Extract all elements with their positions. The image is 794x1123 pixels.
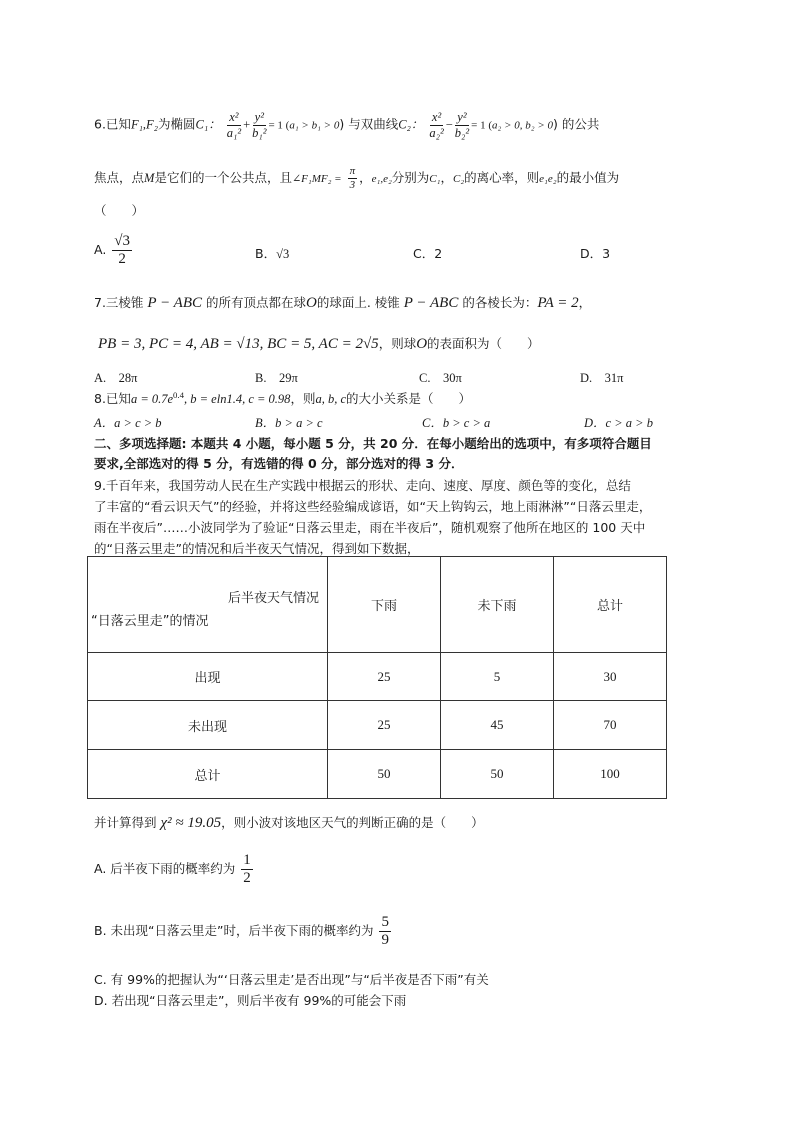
num: 5 xyxy=(381,914,389,930)
t: 的所有顶点都在球 xyxy=(205,295,306,310)
e1e2: e₁e₂ xyxy=(539,173,557,185)
table-cell: 100 xyxy=(554,750,667,799)
ellipse-c1: C₁： xyxy=(195,117,221,132)
q9-after-table xyxy=(94,813,484,832)
t: ，则 xyxy=(290,391,316,406)
hyperbola-c2: C₂： xyxy=(398,117,424,132)
minus-sign: − xyxy=(445,117,453,132)
q8-line1 xyxy=(94,389,471,407)
num: x² xyxy=(431,110,442,124)
num: y² xyxy=(254,110,264,124)
contingency-table xyxy=(87,556,667,799)
eq2: = 1 ( xyxy=(471,119,492,132)
den: a₂² xyxy=(429,125,444,140)
c2: C₂ xyxy=(452,173,465,185)
corner-top-label: 后半夜天气情况 xyxy=(227,591,319,606)
num: π xyxy=(349,165,356,177)
eq1: = 1 ( xyxy=(268,119,290,132)
frac-y2-b1 xyxy=(252,111,266,139)
frac-x2-a2 xyxy=(429,111,443,139)
frac-y2-b2 xyxy=(455,111,469,139)
q6-option-c: C．2 xyxy=(413,246,443,261)
num: y² xyxy=(457,110,467,124)
chi-square: χ² ≈ 19.05 xyxy=(160,815,222,831)
den: b₂² xyxy=(454,125,470,140)
t: 的表面积为（ ） xyxy=(427,336,540,351)
t: 分别为 xyxy=(391,170,430,185)
q8-option-c: C．b > c > a xyxy=(422,416,491,430)
q6-line2 xyxy=(94,166,619,191)
q9-line2: 了丰富的“看云识天气”的经验，并将这些经验编成谚语，如“天上钩钩云，地上雨淋淋”“日落云里走， xyxy=(94,499,652,514)
pa: PA = 2 xyxy=(537,295,579,311)
table-corner-cell xyxy=(88,557,328,653)
num: x² xyxy=(229,110,239,124)
cond1: a₁ > b₁ > 0 xyxy=(289,119,340,132)
pabc: P − ABC xyxy=(403,295,459,311)
exp: 0.4 xyxy=(173,389,184,400)
t: 的最小值为 xyxy=(556,170,620,185)
sphere-o: O xyxy=(306,295,317,311)
q9-line4: 的“日落云里走”的情况和后半夜天气情况，得到如下数据， xyxy=(94,541,420,556)
num: 1 xyxy=(243,852,251,868)
table-row xyxy=(88,750,667,799)
section2-line1: 二、多项选择题: 本题共 4 小题，每小题 5 分，共 20 分．在每小题给出的选项中，有多项符合题目 xyxy=(94,436,652,451)
q6-option-b xyxy=(255,244,289,262)
angle: ∠F₁MF₂ = xyxy=(291,173,342,185)
q9-option-b xyxy=(94,915,393,948)
den: 2 xyxy=(118,251,126,267)
point-m: M xyxy=(144,171,155,185)
plus-sign: + xyxy=(243,117,251,132)
header-total: 总计 xyxy=(554,557,667,653)
pabc: P − ABC xyxy=(147,295,202,311)
table-cell: 5 xyxy=(441,653,554,701)
opt-text: B. 未出现“日落云里走”时，后半夜下雨的概率约为 xyxy=(94,923,374,938)
expr-bc: , b = eln1.4, c = 0.98 xyxy=(183,392,291,406)
table-cell: 45 xyxy=(441,701,554,750)
q7-option-d: D. 31π xyxy=(580,371,624,385)
section2-line2: 要求,全部选对的得 5 分，有选错的得 0 分，部分选对的得 3 分． xyxy=(94,456,464,471)
t: 是它们的一个公共点，且 xyxy=(154,170,292,185)
row-label: 出现 xyxy=(88,653,328,701)
expr-a: a = 0.7e xyxy=(130,392,174,406)
t: 的离心率，则 xyxy=(464,170,540,185)
t: ， xyxy=(359,170,372,185)
q6-prefix: 6.已知 xyxy=(94,116,131,132)
num: √3 xyxy=(114,233,131,249)
q9-option-a xyxy=(94,853,255,886)
q9-line3: 雨在半夜后”……小波同学为了验证“日落云里走，雨在半夜后”，随机观察了他所在地区的 100 天中 xyxy=(94,520,646,535)
den: a₁² xyxy=(226,125,242,140)
c1: C₁ xyxy=(429,173,441,185)
t: 焦点，点 xyxy=(94,170,145,185)
t: 的球面上. 棱锥 xyxy=(316,295,400,310)
sphere-o: O xyxy=(416,336,428,352)
table-cell: 25 xyxy=(328,653,441,701)
t: ，则小波对该地区天气的判断正确的是（ ） xyxy=(221,815,484,830)
opt-val: √3 xyxy=(276,247,290,261)
den: b₁² xyxy=(252,125,267,140)
table-cell: 50 xyxy=(441,750,554,799)
q6-line1 xyxy=(94,111,599,139)
header-no-rain: 未下雨 xyxy=(441,557,554,653)
frac-x2-a1 xyxy=(227,111,241,139)
q6-blank: （ ） xyxy=(94,203,145,218)
frac-sqrt3-2 xyxy=(112,234,132,267)
table-header-row xyxy=(88,557,667,653)
t: 8.已知 xyxy=(94,391,131,406)
opt-text: A. 后半夜下雨的概率约为 xyxy=(94,861,236,876)
table-row xyxy=(88,701,667,750)
t: 并计算得到 xyxy=(94,815,157,830)
table-cell: 30 xyxy=(554,653,667,701)
t: ， xyxy=(578,295,592,310)
abc: a, b, c xyxy=(315,392,347,406)
q6-mid: ) 与双曲线 xyxy=(339,116,399,132)
corner-bottom-label: “日落云里走”的情况 xyxy=(91,614,209,629)
t: 7.三棱锥 xyxy=(94,295,144,310)
q6-text: 为椭圆 xyxy=(158,116,196,132)
t: 的各棱长为： xyxy=(462,295,538,310)
den: 9 xyxy=(381,932,389,948)
e12: e₁,e₂ xyxy=(371,173,392,185)
q7-line1 xyxy=(94,293,591,312)
q7-line2 xyxy=(98,334,540,353)
q8-option-d: D．c > a > b xyxy=(584,416,653,430)
table-row xyxy=(88,653,667,701)
q9-line1: 9.千百年来，我国劳动人民在生产实践中根据云的形状、走向、速度、厚度、颜色等的变化，总结 xyxy=(94,478,631,493)
q6-tail: ) 的公共 xyxy=(553,116,600,132)
den: 2 xyxy=(243,870,251,886)
frac-1-2 xyxy=(241,853,253,886)
q7-option-b: B. 29π xyxy=(255,371,298,385)
row-label: 未出现 xyxy=(88,701,328,750)
table-cell: 70 xyxy=(554,701,667,750)
table-cell: 50 xyxy=(328,750,441,799)
den: 3 xyxy=(349,179,356,191)
q8-option-a: A．a > c > b xyxy=(94,416,162,430)
table-cell: 25 xyxy=(328,701,441,750)
opt-label: B． xyxy=(255,246,277,261)
opt-label: A. xyxy=(94,242,107,257)
frac-pi-3 xyxy=(348,166,358,191)
q7-option-c: C. 30π xyxy=(419,371,462,385)
cond2: a₂ > 0, b₂ > 0 xyxy=(492,119,553,132)
q9-option-c: C. 有 99%的把握认为“‘日落云里走’是否出现”与“后半夜是否下雨”有关 xyxy=(94,972,489,987)
q7-option-a: A. 28π xyxy=(94,371,138,385)
header-rain: 下雨 xyxy=(328,557,441,653)
q6-option-d: D．3 xyxy=(580,246,611,261)
t: ，则球 xyxy=(378,336,417,351)
t: ， xyxy=(440,170,453,185)
row-label: 总计 xyxy=(88,750,328,799)
edge-lengths: PB = 3, PC = 4, AB = √13, BC = 5, AC = 2√5 xyxy=(98,336,379,352)
frac-5-9 xyxy=(379,915,391,948)
foci-label: F₁,F₂ xyxy=(130,117,159,132)
q6-option-a xyxy=(94,234,134,267)
t: 的大小关系是（ ） xyxy=(346,391,472,406)
q9-option-d: D. 若出现“日落云里走”，则后半夜有 99%的可能会下雨 xyxy=(94,993,407,1008)
q8-option-b: B．b > a > c xyxy=(255,416,323,430)
